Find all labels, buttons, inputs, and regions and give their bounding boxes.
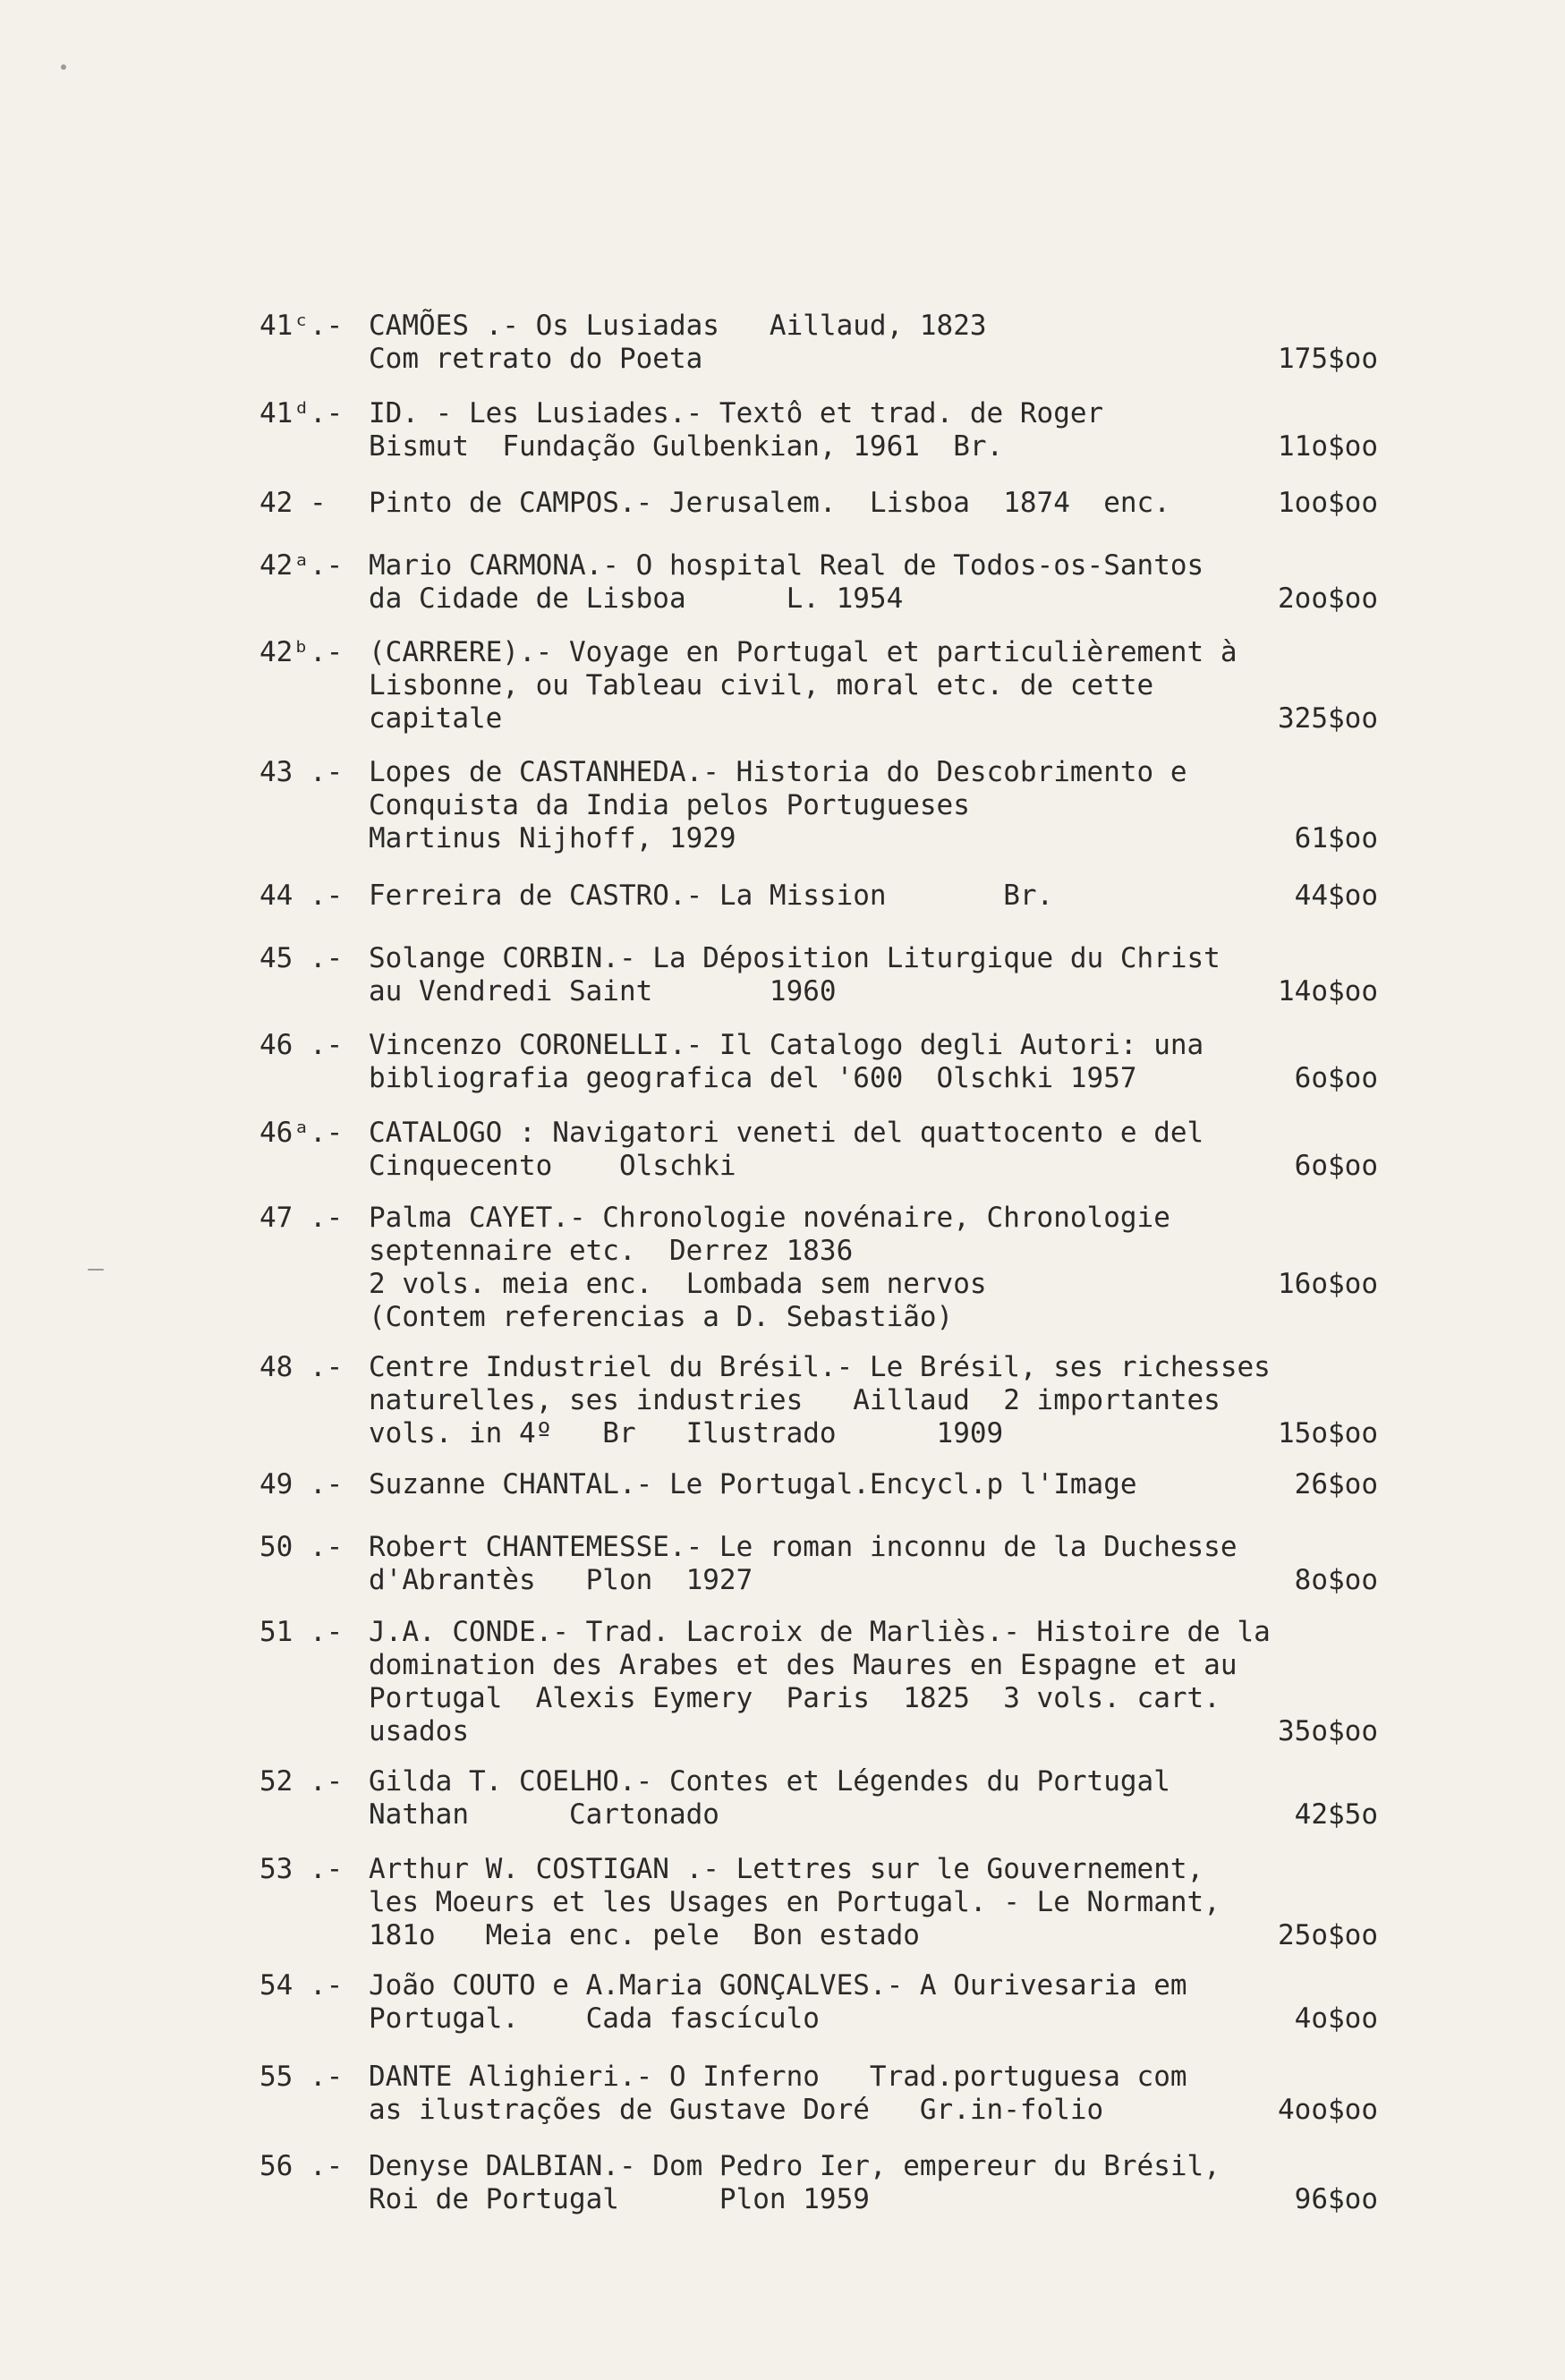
catalogue-entry <box>259 1765 1378 1832</box>
entry-number: 42ᵃ.- <box>259 549 344 582</box>
catalogue-entry <box>259 942 1378 1008</box>
entry-price: 1oo$oo <box>1278 487 1378 519</box>
entry-number: 46ᵃ.- <box>259 1117 344 1149</box>
entry-price: 16o$oo <box>1278 1268 1378 1300</box>
entry-price: 26$oo <box>1294 1468 1378 1500</box>
entry-number: 48 .- <box>259 1351 344 1383</box>
entry-number: 42 - <box>259 487 327 519</box>
entry-line: ID. - Les Lusiades.- Textô et trad. de Roger <box>369 397 1104 429</box>
entry-line: bibliografia geografica del '600 Olschki 1957 <box>369 1062 1137 1094</box>
catalogue-entry <box>259 1468 1378 1501</box>
entry-line: J.A. CONDE.- Trad. Lacroix de Marliès.- Histoire de la <box>369 1616 1271 1648</box>
entry-line: Conquista da India pelos Portugueses <box>369 789 970 821</box>
entry-price: 42$5o <box>1294 1798 1378 1831</box>
entry-line: Martinus Nijhoff, 1929 <box>369 822 736 854</box>
entry-line: Lisbonne, ou Tableau civil, moral etc. de cette <box>369 669 1154 701</box>
entry-price: 8o$oo <box>1294 1564 1378 1596</box>
entry-line: au Vendredi Saint 1960 <box>369 975 837 1007</box>
entry-number: 49 .- <box>259 1468 344 1500</box>
entry-line: Suzanne CHANTAL.- Le Portugal.Encycl.p l'Image <box>369 1468 1137 1500</box>
catalogue-entry <box>259 636 1378 735</box>
entry-line: CATALOGO : Navigatori veneti del quattocento e del <box>369 1117 1204 1149</box>
catalogue-entry <box>259 487 1378 520</box>
entry-line: Bismut Fundação Gulbenkian, 1961 Br. <box>369 430 1004 463</box>
entry-price: 325$oo <box>1278 702 1378 735</box>
entry-line: Nathan Cartonado <box>369 1798 719 1831</box>
entry-price: 25o$oo <box>1278 1919 1378 1951</box>
entry-number: 44 .- <box>259 880 344 912</box>
entry-price: 14o$oo <box>1278 975 1378 1007</box>
entry-line: Gilda T. COELHO.- Contes et Légendes du Portugal <box>369 1765 1170 1798</box>
entry-number: 55 .- <box>259 2061 344 2093</box>
entry-number: 42ᵇ.- <box>259 636 344 668</box>
entry-price: 6o$oo <box>1294 1150 1378 1182</box>
entry-number: 45 .- <box>259 942 344 974</box>
entry-line: 181o Meia enc. pele Bon estado <box>369 1919 920 1951</box>
entry-number: 43 .- <box>259 756 344 788</box>
catalogue-entry <box>259 1117 1378 1183</box>
entry-line: Ferreira de CASTRO.- La Mission Br. <box>369 880 1054 912</box>
entry-line: usados <box>369 1715 469 1747</box>
entry-line: Solange CORBIN.- La Déposition Liturgique du Christ <box>369 942 1221 974</box>
entry-number: 41ᵈ.- <box>259 397 344 429</box>
catalogue-entry <box>259 1853 1378 1952</box>
catalogue-entry <box>259 1351 1378 1450</box>
entry-line: DANTE Alighieri.- O Inferno Trad.portuguesa com <box>369 2061 1187 2093</box>
catalogue-entry <box>259 1202 1378 1334</box>
entry-line: 2 vols. meia enc. Lombada sem nervos <box>369 1268 987 1300</box>
entry-line: les Moeurs et les Usages en Portugal. - Le Normant, <box>369 1886 1221 1918</box>
catalogue-entry <box>259 397 1378 463</box>
entry-number: 41ᶜ.- <box>259 310 344 342</box>
entry-line: Centre Industriel du Brésil.- Le Brésil, ses richesses <box>369 1351 1271 1383</box>
catalogue-entry <box>259 2061 1378 2127</box>
entry-line: Vincenzo CORONELLI.- Il Catalogo degli Autori: una <box>369 1029 1204 1061</box>
entry-price: 4o$oo <box>1294 2002 1378 2035</box>
entry-price: 2oo$oo <box>1278 582 1378 615</box>
entry-line: CAMÕES .- Os Lusiadas Aillaud, 1823 <box>369 310 987 342</box>
entry-line: Portugal Alexis Eymery Paris 1825 3 vols. cart. <box>369 1682 1221 1714</box>
entry-price: 96$oo <box>1294 2183 1378 2215</box>
entry-number: 52 .- <box>259 1765 344 1798</box>
entry-line: Portugal. Cada fascículo <box>369 2002 820 2035</box>
catalogue-entry <box>259 310 1378 376</box>
catalogue-entry <box>259 1969 1378 2036</box>
entry-line: septennaire etc. Derrez 1836 <box>369 1235 854 1267</box>
entry-number: 50 .- <box>259 1531 344 1563</box>
entry-line: capitale <box>369 702 503 735</box>
entry-line: Robert CHANTEMESSE.- Le roman inconnu de la Duchesse <box>369 1531 1238 1563</box>
entry-line: Arthur W. COSTIGAN .- Lettres sur le Gouvernement, <box>369 1853 1204 1885</box>
paper-mark <box>88 1269 104 1271</box>
entry-line: naturelles, ses industries Aillaud 2 importantes <box>369 1384 1221 1416</box>
entry-number: 51 .- <box>259 1616 344 1648</box>
catalogue-entry <box>259 549 1378 616</box>
entry-line: da Cidade de Lisboa L. 1954 <box>369 582 904 615</box>
entry-price: 4oo$oo <box>1278 2094 1378 2126</box>
entry-number: 56 .- <box>259 2150 344 2182</box>
entry-price: 15o$oo <box>1278 1417 1378 1449</box>
catalogue-entry <box>259 1029 1378 1095</box>
entry-line: Com retrato do Poeta <box>369 343 703 375</box>
entry-number: 53 .- <box>259 1853 344 1885</box>
entry-line: Denyse DALBIAN.- Dom Pedro Ier, empereur du Brésil, <box>369 2150 1221 2182</box>
entry-price: 35o$oo <box>1278 1715 1378 1747</box>
entry-line: João COUTO e A.Maria GONÇALVES.- A Ourivesaria em <box>369 1969 1187 2002</box>
entry-line: (Contem referencias a D. Sebastião) <box>369 1301 954 1333</box>
entry-line: (CARRERE).- Voyage en Portugal et particulièrement à <box>369 636 1238 668</box>
entry-number: 47 .- <box>259 1202 344 1234</box>
catalogue-entry <box>259 880 1378 913</box>
entry-price: 6o$oo <box>1294 1062 1378 1094</box>
entry-number: 54 .- <box>259 1969 344 2002</box>
entry-number: 46 .- <box>259 1029 344 1061</box>
entry-price: 11o$oo <box>1278 430 1378 463</box>
entry-line: Cinquecento Olschki <box>369 1150 736 1182</box>
catalogue-entry <box>259 1616 1378 1748</box>
catalogue-entry <box>259 1531 1378 1597</box>
entry-line: Lopes de CASTANHEDA.- Historia do Descobrimento e <box>369 756 1187 788</box>
paper-speck <box>61 64 66 70</box>
entry-line: as ilustrações de Gustave Doré Gr.in-folio <box>369 2094 1104 2126</box>
entry-line: Palma CAYET.- Chronologie novénaire, Chronologie <box>369 1202 1170 1234</box>
entry-price: 44$oo <box>1294 880 1378 912</box>
entry-line: vols. in 4º Br Ilustrado 1909 <box>369 1417 1004 1449</box>
entry-line: Pinto de CAMPOS.- Jerusalem. Lisboa 1874 enc. <box>369 487 1170 519</box>
entry-line: Roi de Portugal Plon 1959 <box>369 2183 870 2215</box>
entry-line: Mario CARMONA.- O hospital Real de Todos-os-Santos <box>369 549 1204 582</box>
entry-line: d'Abrantès Plon 1927 <box>369 1564 753 1596</box>
entry-price: 61$oo <box>1294 822 1378 854</box>
catalogue-entry <box>259 756 1378 855</box>
entry-line: domination des Arabes et des Maures en Espagne et au <box>369 1649 1238 1681</box>
catalogue-entry <box>259 2150 1378 2216</box>
entry-price: 175$oo <box>1278 343 1378 375</box>
